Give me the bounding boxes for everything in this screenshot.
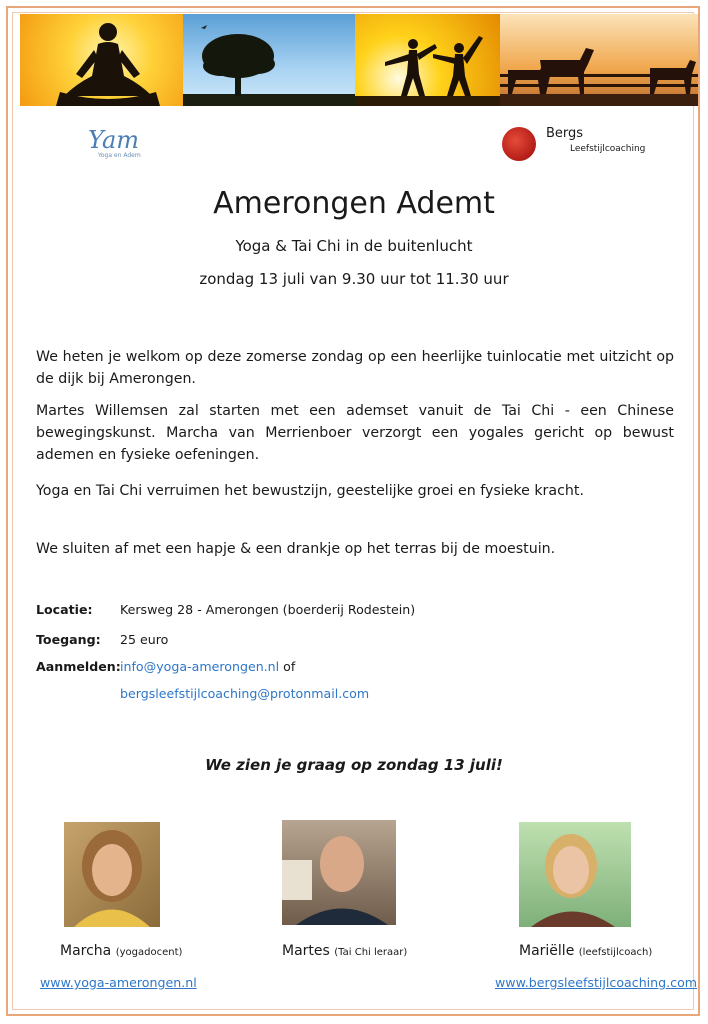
banner-tree-silhouette bbox=[183, 14, 355, 106]
signup-email-link-1[interactable]: info@yoga-amerongen.nl bbox=[120, 659, 280, 674]
event-title: Amerongen Ademt bbox=[213, 186, 495, 221]
body-paragraph-program: Martes Willemsen zal starten met een ademset vanuit de Tai Chi - een Chinese bewegingskunst. Marcha van Merrienboer verzorgt een yogales gericht op bewust ademen en fysieke oefeningen. bbox=[36, 403, 674, 463]
banner-yoga-silhouette bbox=[20, 14, 183, 106]
body-paragraph-closing: We sluiten af met een hapje & een drankje op het terras bij de moestuin. bbox=[36, 541, 556, 557]
caption-martes-name: Martes bbox=[282, 943, 330, 959]
caption-marcha-name: Marcha bbox=[60, 943, 112, 959]
caption-martes bbox=[282, 943, 407, 959]
banner-horses-silhouette bbox=[500, 14, 698, 106]
info-location-label: Locatie: bbox=[36, 602, 93, 617]
photo-marcha bbox=[64, 822, 160, 927]
event-subtitle: Yoga & Tai Chi in de buitenlucht bbox=[235, 237, 473, 255]
caption-marielle bbox=[519, 943, 652, 959]
signup-email-link-2[interactable]: bergsleefstijlcoaching@protonmail.com bbox=[120, 686, 370, 701]
header-banner bbox=[20, 14, 698, 106]
footer-link-bergsleefstijlcoaching[interactable]: www.bergsleefstijlcoaching.com bbox=[495, 975, 698, 990]
caption-marielle-role: (leefstijlcoach) bbox=[578, 947, 653, 958]
info-access-value: 25 euro bbox=[120, 632, 169, 647]
yam-logo-tagline: Yoga en Adem bbox=[98, 152, 141, 159]
photo-marielle bbox=[519, 822, 631, 927]
info-access-label: Toegang: bbox=[36, 632, 101, 647]
yam-logo-mark: Yam bbox=[88, 126, 140, 154]
closing-line: We zien je graag op zondag 13 juli! bbox=[205, 756, 503, 774]
info-signup-label: Aanmelden: bbox=[36, 659, 121, 674]
event-datetime: zondag 13 juli van 9.30 uur tot 11.30 uur bbox=[199, 270, 509, 288]
signup-or-text: of bbox=[279, 659, 296, 674]
yam-logo bbox=[88, 128, 168, 168]
caption-martes-role: (Tai Chi leraar) bbox=[334, 947, 408, 958]
body-paragraph-benefits: Yoga en Tai Chi verruimen het bewustzijn, geestelijke groei en fysieke kracht. bbox=[36, 483, 584, 499]
caption-marcha bbox=[60, 943, 182, 959]
banner-taichi-silhouette bbox=[355, 14, 500, 106]
caption-marcha-role: (yogadocent) bbox=[115, 947, 183, 958]
bergs-logo bbox=[502, 124, 662, 166]
bergs-logo-tagline: Leefstijlcoaching bbox=[570, 144, 646, 154]
footer-link-yoga-amerongen[interactable]: www.yoga-amerongen.nl bbox=[40, 975, 197, 990]
info-location-value: Kersweg 28 - Amerongen (boerderij Rodestein) bbox=[120, 602, 416, 617]
bergs-logo-icon bbox=[502, 127, 536, 161]
photo-martes bbox=[282, 820, 396, 925]
bergs-logo-name: Bergs bbox=[546, 126, 584, 141]
body-paragraph-welcome: We heten je welkom op deze zomerse zondag op een heerlijke tuinlocatie met uitzicht op de dijk bij Amerongen. bbox=[36, 349, 674, 387]
caption-marielle-name: Mariëlle bbox=[519, 943, 575, 959]
